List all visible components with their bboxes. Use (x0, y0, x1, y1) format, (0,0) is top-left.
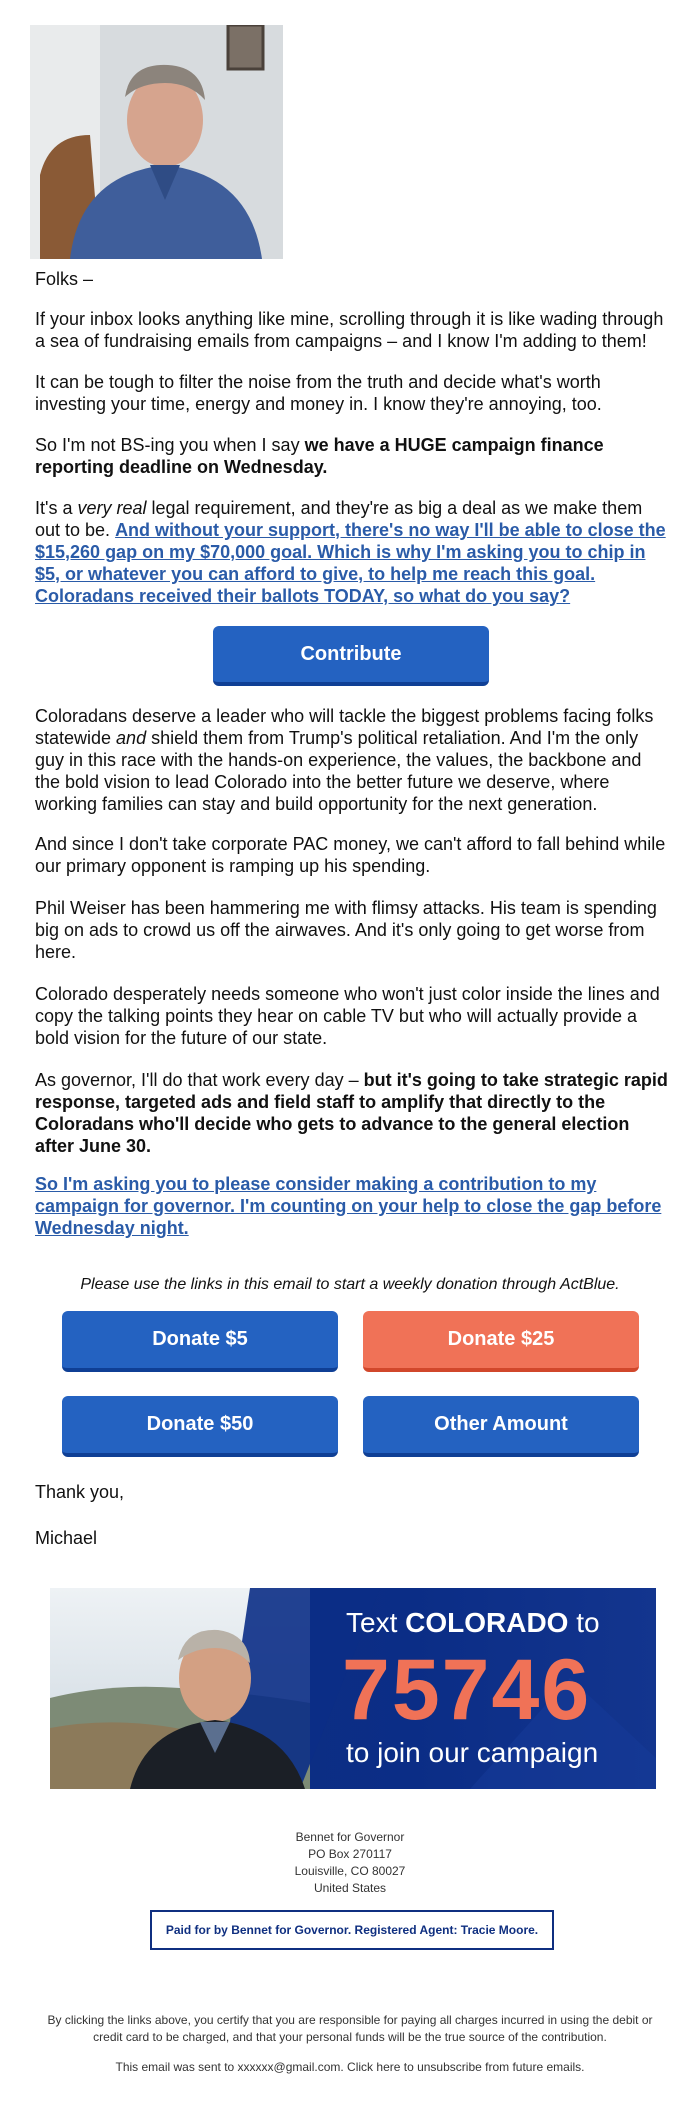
deadline-bold: we have a HUGE campaign finance reporting deadline on Wednesday. (35, 435, 604, 477)
paragraph-pac: And since I don't take corporate PAC money, we can't afford to fall behind while our primary opponent is ramping up his spending. (35, 834, 666, 876)
leader-text-1: Coloradans deserve a leader who will tackle the biggest problems facing folks statewide (35, 706, 654, 748)
contribution-link[interactable]: So I'm asking you to please consider making a contribution to my campaign for governor. I'm counting on your help to close the gap before Wednesday night. (35, 1174, 662, 1238)
legal-disclaimer: By clicking the links above, you certify that you are responsible for paying all charges incurred in using the debit or credit card to be charged, and that your personal funds will be the true source of the contribution. (47, 2013, 653, 2044)
banner-line-3: to join our campaign (346, 1737, 599, 1768)
paragraph-governor (35, 1069, 670, 1157)
paragraph-deadline (35, 434, 670, 478)
donate-50-button[interactable]: Donate $50 (62, 1396, 338, 1457)
banner-line-1 (346, 1606, 646, 1640)
footer-address (0, 1829, 700, 1897)
weekly-donation-note: Please use the links in this email to start a weekly donation through ActBlue. (80, 1276, 620, 1293)
paragraph-inbox: If your inbox looks anything like mine, scrolling through it is like wading through a sea of fundraising emails from campaigns – and I know I'm adding to them! (35, 309, 664, 351)
footer-country: United States (313, 1881, 387, 1895)
banner-keyword: COLORADO (405, 1607, 569, 1638)
banner-shortcode: 75746 (342, 1642, 592, 1738)
footer-org: Bennet for Governor (295, 1830, 405, 1844)
paragraph-leader (35, 705, 670, 815)
deadline-intro: So I'm not BS-ing you when I say (35, 435, 305, 455)
paragraph-ask (35, 1173, 670, 1239)
paragraph-weiser: Phil Weiser has been hammering me with flimsy attacks. His team is spending big on ads to crowd us off the airwaves. And it's only going to get worse from here. (35, 898, 657, 962)
goal-link[interactable]: And without your support, there's no way I'll be able to close the $15,260 gap on my $70,000 goal. Which is why I'm asking you to chip in $5, or whatever you can afford to give, to help me reach this goal. Coloradans received their ballots TODAY, so what do you say? (35, 520, 666, 606)
other-amount-button[interactable]: Other Amount (363, 1396, 639, 1457)
contribute-button[interactable]: Contribute (213, 626, 489, 686)
footer-po-box: PO Box 270117 (308, 1847, 392, 1861)
banner-text-prefix: Text (346, 1607, 406, 1638)
leader-text-2: shield them from Trump's political retaliation. And I'm the only guy in this race with the hands-on experience, the values, the backbone and the bold vision to lead Colorado into the better future we deserve, where working families can stay and build opportunity for the next generation. (35, 728, 642, 814)
governor-bold: but it's going to take strategic rapid response, targeted ads and field staff to amplify that directly to the Coloradans who'll decide who gets to advance to the general election after June 30. (35, 1070, 668, 1156)
paragraph-legal (35, 497, 670, 607)
greeting: Folks – (35, 269, 94, 289)
paragraph-noise: It can be tough to filter the noise from the truth and decide what's worth investing your time, energy and money in. I know they're annoying, too. (35, 372, 602, 414)
text-to-join-banner[interactable] (50, 1588, 656, 1789)
legal-text-1: It's a (35, 498, 78, 518)
unsubscribe-text[interactable]: This email was sent to xxxxxx@gmail.com. Click here to unsubscribe from future emails. (115, 2060, 585, 2074)
legal-italic: very real (77, 498, 147, 518)
donate-25-button[interactable]: Donate $25 (363, 1311, 639, 1372)
legal-text-2: legal requirement, and they're as big a deal as we make them out to be. (35, 498, 643, 540)
paragraph-vision: Colorado desperately needs someone who won't just color inside the lines and copy the talking points they hear on cable TV but who will actually provide a bold vision for the future of our state. (35, 984, 660, 1048)
candidate-photo (30, 25, 283, 259)
paid-for-disclaimer: Paid for by Bennet for Governor. Registered Agent: Tracie Moore. (150, 1910, 554, 1950)
signature: Michael (35, 1528, 98, 1548)
thank-you: Thank you, (35, 1482, 125, 1502)
governor-intro: As governor, I'll do that work every day – (35, 1070, 364, 1090)
donate-5-button[interactable]: Donate $5 (62, 1311, 338, 1372)
leader-italic: and (116, 728, 147, 748)
banner-text-suffix: to (568, 1607, 600, 1638)
footer-city: Louisville, CO 80027 (294, 1864, 406, 1878)
